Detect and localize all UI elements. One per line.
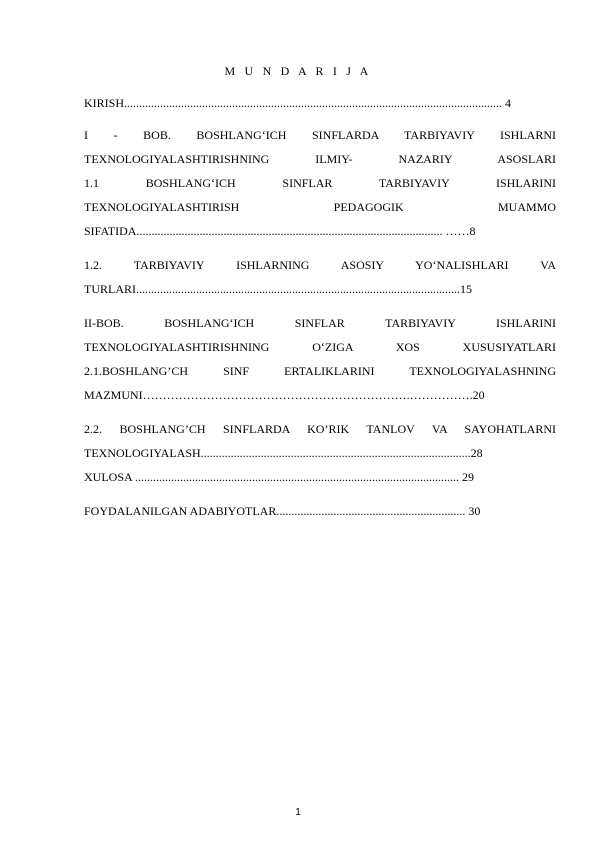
toc-chapter-2-line-2: TEXNOLOGIYALASHTIRISHNING O‘ZIGA XOS XUSUSIYATLARI xyxy=(84,340,556,354)
toc-entry-kirish: KIRISH.............................................................................................................................. 4 xyxy=(84,96,512,110)
page-number: 1 xyxy=(295,807,301,818)
toc-section-1-1-line-1: 1.1 BOSHLANG‘ICH SINFLAR TARBIYAVIY ISHLARINI xyxy=(84,176,556,190)
toc-chapter-2-line-1: II-BOB. BOSHLANG‘ICH SINFLAR TARBIYAVIY ISHLARINI xyxy=(84,316,556,330)
toc-section-2-2-line-1: 2.2. BOSHLANG’CH SINFLARDA KO’RIK TANLOV VA SAYOHATLARNI xyxy=(84,422,556,436)
toc-entry-xulosa: XULOSA ............................................................................................................ 29 xyxy=(84,470,475,484)
toc-section-2-1-line-1: 2.1.BOSHLANG’CH SINF ERTALIKLARINI TEXNOLOGIYALASHNING xyxy=(84,364,556,378)
toc-chapter-1-line-2: TEXNOLOGIYALASHTIRISHNING ILMIY- NAZARIY ASOSLARI xyxy=(84,152,556,166)
toc-section-1-1-line-2: TEXNOLOGIYALASHTIRISH PEDAGOGIK MUAMMO xyxy=(84,200,556,214)
page-title: M U N D A R I J A xyxy=(224,64,372,78)
toc-chapter-1-line-1: I - BOB. BOSHLANG‘ICH SINFLARDA TARBIYAVIY ISHLARNI xyxy=(84,128,556,142)
toc-section-1-1-line-3: SIFATIDA...................................................................................................... ……8 xyxy=(84,224,476,238)
toc-section-1-2-line-1: 1.2. TARBIYAVIY ISHLARNING ASOSIY YO‘NALISHLARI VA xyxy=(84,258,556,272)
toc-section-1-2-line-2: TURLARI............................................................................................................15 xyxy=(84,282,472,296)
toc-section-2-1-line-2: MAZMUNI………………………………………………………….…………….20 xyxy=(84,388,485,402)
toc-entry-adabiyotlar: FOYDALANILGAN ADABIYOTLAR............................................................... 30 xyxy=(84,504,481,518)
toc-section-2-2-line-2: TEXNOLOGIYALASH..........................................................................................28 xyxy=(84,446,483,460)
